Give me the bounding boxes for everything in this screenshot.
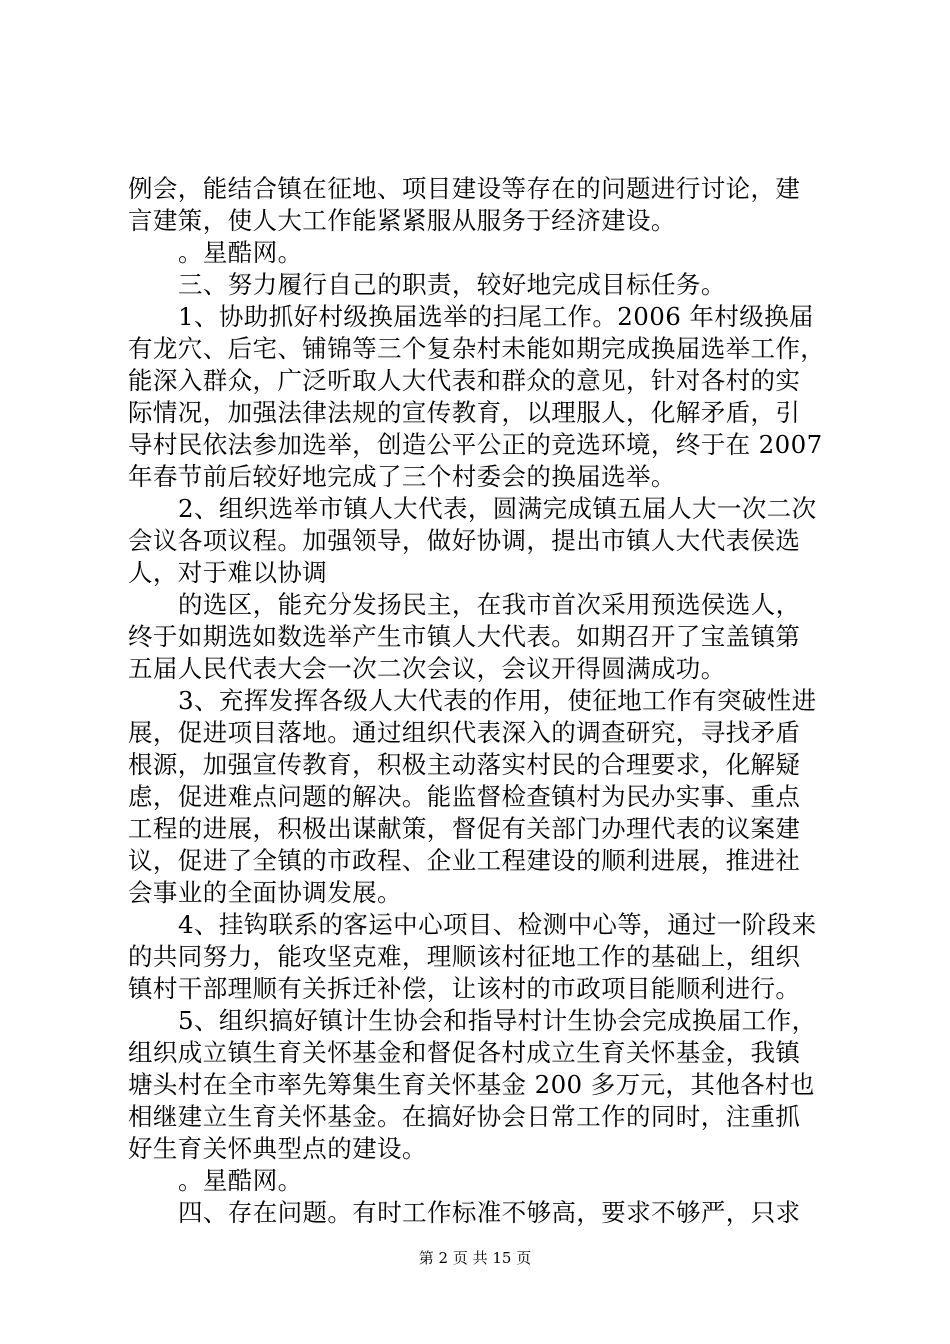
body-line: 的共同努力，能攻坚克难，理顺该村征地工作的基础上，组织 [128,942,801,971]
body-line: 好生育关怀典型点的建设。 [128,1134,427,1163]
body-line: 际情况，加强法律法规的宣传教育，以理服人，化解矛盾，引 [128,398,801,427]
body-line: 组织成立镇生育关怀基金和督促各村成立生育关怀基金，我镇 [128,1038,801,1067]
body-line: 会事业的全面协调发展。 [128,878,402,907]
body-line: 虑，促进难点问题的解决。能监督检查镇村为民办实事、重点 [128,782,801,811]
body-line: 塘头村在全市率先筹集生育关怀基金 200 多万元，其他各村也 [128,1070,815,1099]
body-line: 1、协助抓好村级换届选举的扫尾工作。2006 年村级换届 [178,302,814,331]
body-line: 镇村干部理顺有关拆迁补偿，让该村的市政项目能顺利进行。 [128,974,801,1003]
body-line: 能深入群众，广泛听取人大代表和群众的意见，针对各村的实 [128,366,801,395]
body-line: 五届人民代表大会一次二次会议，会议开得圆满成功。 [128,654,726,683]
body-line: 年春节前后较好地完成了三个村委会的换届选举。 [128,462,676,491]
body-line: 根源，加强宣传教育，积极主动落实村民的合理要求，化解疑 [128,750,801,779]
body-line: 人，对于难以协调 [128,558,328,587]
body-line: 。星酷网。 [178,1166,303,1195]
body-line: 终于如期选如数选举产生市镇人大代表。如期召开了宝盖镇第 [128,622,801,651]
section-heading: 三、努力履行自己的职责，较好地完成目标任务。 [178,270,726,299]
body-line: 导村民依法参加选举，创造公平公正的竞选环境，终于在 2007 [128,430,823,459]
body-line: 。星酷网。 [178,238,303,267]
body-line: 相继建立生育关怀基金。在搞好协会日常工作的同时，注重抓 [128,1102,801,1131]
page-number-footer: 第 2 页 共 15 页 [418,1249,532,1267]
section-heading: 四、存在问题。有时工作标准不够高，要求不够严，只求 [178,1198,801,1227]
body-line: 有龙穴、后宅、铺锦等三个复杂村未能如期完成换届选举工作， [128,334,826,363]
body-line: 3、充挥发挥各级人大代表的作用，使征地工作有突破性进 [178,686,817,715]
body-line: 2、组织选举市镇人大代表，圆满完成镇五届人大一次二次 [178,494,817,523]
body-line: 会议各项议程。加强领导，做好协调，提出市镇人大代表侯选 [128,526,801,555]
body-line: 工程的进展，积极出谋献策，督促有关部门办理代表的议案建 [128,814,801,843]
body-line: 言建策，使人大工作能紧紧服从服务于经济建设。 [128,206,676,235]
body-line: 议，促进了全镇的市政程、企业工程建设的顺利进展，推进社 [128,846,801,875]
body-line: 展，促进项目落地。通过组织代表深入的调查研究，寻找矛盾 [128,718,801,747]
body-line: 4、挂钩联系的客运中心项目、检测中心等，通过一阶段来 [178,910,817,939]
body-line: 的选区，能充分发扬民主，在我市首次采用预选侯选人， [178,590,801,619]
body-line: 例会，能结合镇在征地、项目建设等存在的问题进行讨论，建 [128,174,801,203]
body-line: 5、组织搞好镇计生协会和指导村计生协会完成换届工作， [178,1006,817,1035]
